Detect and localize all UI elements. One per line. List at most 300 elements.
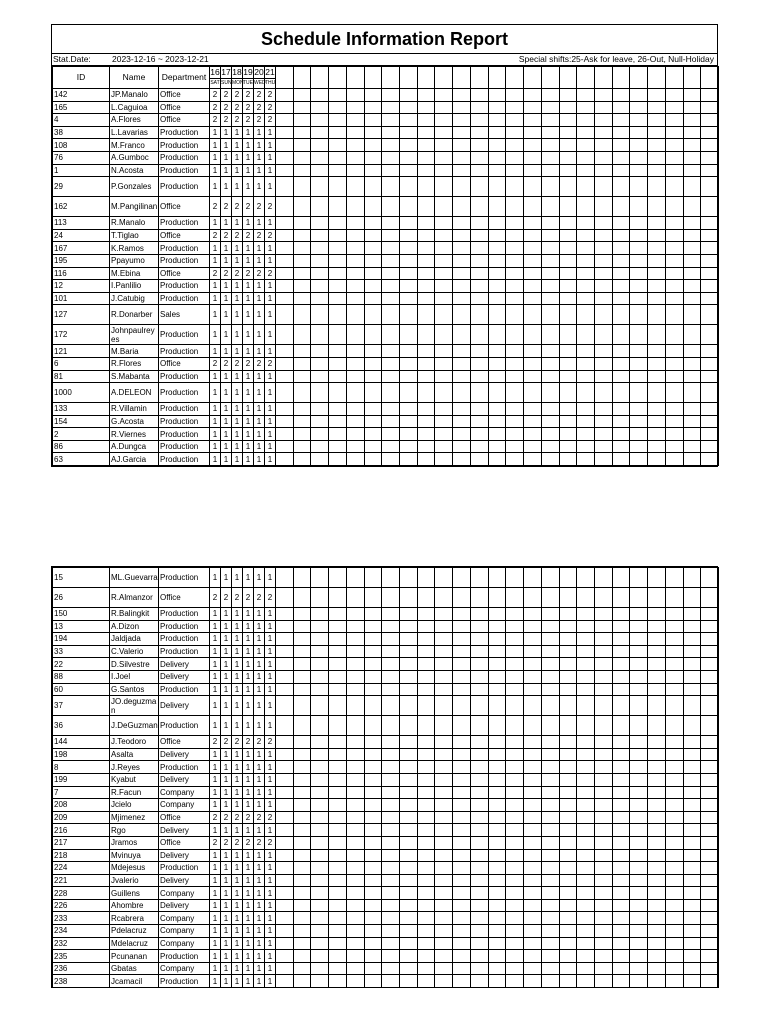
empty-cell — [559, 645, 577, 658]
shift-value: 1 — [265, 620, 276, 633]
empty-cell — [400, 862, 418, 875]
empty-cell — [577, 811, 595, 824]
shift-value: 1 — [210, 415, 221, 428]
table-row — [53, 126, 719, 139]
shift-value: 1 — [265, 937, 276, 950]
column-header-name: Name — [110, 67, 159, 89]
employee-department: Delivery — [159, 773, 210, 786]
shift-value: 1 — [232, 799, 243, 812]
empty-cell — [346, 761, 364, 774]
empty-cell — [524, 383, 542, 403]
empty-cell — [488, 453, 506, 466]
empty-cell — [453, 280, 471, 293]
empty-cell — [541, 849, 559, 862]
empty-cell — [311, 428, 329, 441]
empty-header-cell — [524, 67, 542, 89]
empty-cell — [346, 217, 364, 230]
empty-cell — [683, 588, 701, 608]
shift-value: 1 — [254, 937, 265, 950]
employee-id: 2 — [53, 428, 110, 441]
empty-cell — [488, 254, 506, 267]
empty-cell — [683, 101, 701, 114]
empty-cell — [293, 975, 311, 988]
employee-department: Office — [159, 89, 210, 102]
empty-cell — [612, 925, 630, 938]
shift-value: 1 — [210, 151, 221, 164]
shift-value: 2 — [265, 836, 276, 849]
empty-cell — [701, 305, 719, 325]
empty-cell — [488, 773, 506, 786]
empty-cell — [417, 633, 435, 646]
shift-value: 1 — [221, 786, 232, 799]
empty-cell — [683, 645, 701, 658]
empty-cell — [470, 370, 488, 383]
empty-cell — [559, 453, 577, 466]
empty-cell — [541, 862, 559, 875]
empty-cell — [665, 345, 683, 358]
shift-value: 2 — [232, 267, 243, 280]
empty-cell — [648, 862, 666, 875]
employee-id: 86 — [53, 440, 110, 453]
empty-cell — [577, 736, 595, 749]
empty-cell — [577, 925, 595, 938]
empty-cell — [594, 937, 612, 950]
empty-cell — [364, 962, 382, 975]
shift-value: 1 — [210, 849, 221, 862]
empty-cell — [665, 114, 683, 127]
empty-cell — [541, 254, 559, 267]
empty-cell — [612, 197, 630, 217]
report-page-1 — [51, 24, 718, 467]
empty-cell — [417, 620, 435, 633]
empty-cell — [524, 670, 542, 683]
employee-department: Company — [159, 887, 210, 900]
empty-cell — [559, 899, 577, 912]
shift-value: 1 — [265, 440, 276, 453]
shift-value: 2 — [221, 588, 232, 608]
empty-header-cell — [470, 67, 488, 89]
empty-cell — [417, 658, 435, 671]
empty-cell — [648, 925, 666, 938]
empty-cell — [577, 345, 595, 358]
empty-cell — [577, 164, 595, 177]
shift-value: 1 — [232, 824, 243, 837]
empty-cell — [346, 670, 364, 683]
employee-department: Production — [159, 217, 210, 230]
empty-cell — [346, 696, 364, 716]
empty-cell — [417, 217, 435, 230]
shift-value: 2 — [232, 357, 243, 370]
shift-value: 1 — [254, 925, 265, 938]
empty-cell — [400, 849, 418, 862]
empty-cell — [648, 912, 666, 925]
employee-id: 232 — [53, 937, 110, 950]
shift-value: 1 — [254, 899, 265, 912]
employee-name: R.Facun — [110, 786, 159, 799]
empty-cell — [612, 670, 630, 683]
empty-cell — [329, 836, 347, 849]
shift-value: 1 — [254, 824, 265, 837]
empty-cell — [417, 415, 435, 428]
empty-cell — [417, 786, 435, 799]
empty-cell — [329, 217, 347, 230]
empty-cell — [577, 773, 595, 786]
empty-cell — [559, 683, 577, 696]
empty-cell — [276, 811, 294, 824]
empty-cell — [311, 139, 329, 152]
employee-id: 24 — [53, 229, 110, 242]
empty-cell — [630, 383, 648, 403]
empty-header-cell — [577, 67, 595, 89]
empty-cell — [400, 370, 418, 383]
empty-cell — [470, 357, 488, 370]
shift-value: 1 — [243, 849, 254, 862]
empty-cell — [417, 267, 435, 280]
empty-cell — [630, 229, 648, 242]
empty-cell — [524, 736, 542, 749]
empty-cell — [417, 975, 435, 988]
shift-value: 1 — [243, 658, 254, 671]
shift-value: 1 — [254, 292, 265, 305]
employee-department: Production — [159, 242, 210, 255]
empty-cell — [435, 849, 453, 862]
empty-cell — [453, 849, 471, 862]
empty-cell — [311, 645, 329, 658]
empty-cell — [683, 849, 701, 862]
shift-value: 1 — [243, 292, 254, 305]
empty-cell — [648, 937, 666, 950]
empty-cell — [524, 748, 542, 761]
shift-value: 1 — [254, 887, 265, 900]
empty-cell — [417, 292, 435, 305]
empty-cell — [453, 633, 471, 646]
empty-cell — [701, 440, 719, 453]
empty-cell — [665, 440, 683, 453]
empty-cell — [559, 786, 577, 799]
empty-cell — [470, 89, 488, 102]
empty-cell — [276, 428, 294, 441]
shift-value: 1 — [254, 683, 265, 696]
shift-value: 1 — [254, 305, 265, 325]
shift-value: 1 — [232, 912, 243, 925]
empty-cell — [276, 114, 294, 127]
empty-cell — [630, 305, 648, 325]
shift-value: 1 — [232, 151, 243, 164]
empty-cell — [594, 670, 612, 683]
empty-cell — [346, 357, 364, 370]
empty-cell — [612, 786, 630, 799]
empty-cell — [577, 357, 595, 370]
employee-department: Office — [159, 197, 210, 217]
shift-value: 1 — [265, 415, 276, 428]
empty-cell — [364, 608, 382, 621]
empty-cell — [683, 608, 701, 621]
empty-cell — [594, 912, 612, 925]
shift-value: 1 — [265, 280, 276, 293]
empty-cell — [453, 428, 471, 441]
empty-cell — [665, 325, 683, 345]
shift-value: 1 — [243, 415, 254, 428]
empty-cell — [311, 151, 329, 164]
shift-value: 1 — [243, 937, 254, 950]
empty-cell — [417, 305, 435, 325]
shift-value: 1 — [254, 151, 265, 164]
empty-cell — [577, 962, 595, 975]
empty-cell — [382, 440, 400, 453]
table-row — [53, 453, 719, 466]
empty-cell — [594, 862, 612, 875]
empty-cell — [364, 670, 382, 683]
empty-cell — [346, 786, 364, 799]
empty-cell — [612, 139, 630, 152]
employee-id: 154 — [53, 415, 110, 428]
empty-cell — [648, 645, 666, 658]
shift-value: 1 — [221, 633, 232, 646]
shift-value: 1 — [254, 874, 265, 887]
empty-cell — [311, 748, 329, 761]
empty-cell — [453, 242, 471, 255]
empty-cell — [524, 799, 542, 812]
table-row — [53, 357, 719, 370]
empty-cell — [453, 325, 471, 345]
shift-value: 1 — [254, 799, 265, 812]
empty-cell — [559, 716, 577, 736]
empty-cell — [506, 267, 524, 280]
shift-value: 1 — [254, 568, 265, 588]
shift-value: 1 — [232, 164, 243, 177]
empty-cell — [524, 645, 542, 658]
empty-cell — [524, 370, 542, 383]
empty-cell — [329, 370, 347, 383]
shift-value: 1 — [210, 325, 221, 345]
empty-cell — [276, 633, 294, 646]
empty-cell — [400, 950, 418, 963]
empty-cell — [683, 950, 701, 963]
empty-cell — [293, 824, 311, 837]
empty-cell — [577, 254, 595, 267]
empty-cell — [400, 962, 418, 975]
empty-cell — [329, 633, 347, 646]
empty-cell — [435, 836, 453, 849]
empty-cell — [311, 440, 329, 453]
empty-cell — [577, 874, 595, 887]
employee-id: 63 — [53, 453, 110, 466]
shift-value: 1 — [265, 824, 276, 837]
empty-cell — [293, 415, 311, 428]
empty-cell — [648, 568, 666, 588]
empty-cell — [594, 305, 612, 325]
employee-id: 217 — [53, 836, 110, 849]
empty-cell — [701, 292, 719, 305]
empty-cell — [276, 383, 294, 403]
empty-cell — [630, 925, 648, 938]
shift-value: 1 — [232, 620, 243, 633]
empty-cell — [612, 748, 630, 761]
shift-value: 1 — [221, 773, 232, 786]
empty-cell — [559, 862, 577, 875]
shift-value: 2 — [243, 836, 254, 849]
empty-cell — [453, 670, 471, 683]
empty-cell — [559, 962, 577, 975]
empty-cell — [293, 280, 311, 293]
empty-cell — [541, 370, 559, 383]
empty-cell — [577, 950, 595, 963]
empty-cell — [648, 440, 666, 453]
empty-cell — [311, 799, 329, 812]
empty-cell — [488, 177, 506, 197]
employee-department: Delivery — [159, 658, 210, 671]
empty-cell — [630, 696, 648, 716]
empty-cell — [276, 305, 294, 325]
empty-cell — [364, 645, 382, 658]
empty-cell — [524, 242, 542, 255]
empty-cell — [541, 620, 559, 633]
empty-cell — [276, 912, 294, 925]
empty-cell — [276, 683, 294, 696]
empty-cell — [364, 937, 382, 950]
empty-cell — [612, 950, 630, 963]
empty-cell — [453, 950, 471, 963]
empty-cell — [612, 836, 630, 849]
empty-cell — [329, 773, 347, 786]
empty-cell — [683, 254, 701, 267]
employee-name: Ppayumo — [110, 254, 159, 267]
shift-value: 1 — [265, 748, 276, 761]
empty-cell — [683, 811, 701, 824]
empty-cell — [311, 415, 329, 428]
empty-cell — [293, 761, 311, 774]
empty-cell — [701, 325, 719, 345]
empty-cell — [311, 357, 329, 370]
empty-cell — [311, 177, 329, 197]
empty-cell — [488, 164, 506, 177]
shift-value: 1 — [265, 683, 276, 696]
empty-cell — [577, 217, 595, 230]
shift-value: 1 — [210, 887, 221, 900]
empty-cell — [364, 114, 382, 127]
empty-cell — [683, 716, 701, 736]
employee-name: M.Franco — [110, 139, 159, 152]
employee-department: Delivery — [159, 849, 210, 862]
empty-cell — [612, 114, 630, 127]
empty-cell — [382, 761, 400, 774]
empty-cell — [665, 177, 683, 197]
empty-cell — [541, 736, 559, 749]
empty-cell — [417, 836, 435, 849]
employee-name: A.DELEON — [110, 383, 159, 403]
empty-cell — [701, 937, 719, 950]
shift-value: 1 — [254, 633, 265, 646]
empty-cell — [329, 254, 347, 267]
empty-header-cell — [701, 67, 719, 89]
empty-cell — [559, 950, 577, 963]
empty-cell — [665, 799, 683, 812]
empty-cell — [382, 403, 400, 416]
empty-cell — [276, 761, 294, 774]
empty-cell — [470, 899, 488, 912]
empty-cell — [506, 89, 524, 102]
shift-value: 1 — [221, 292, 232, 305]
empty-cell — [400, 736, 418, 749]
empty-cell — [400, 126, 418, 139]
empty-cell — [612, 849, 630, 862]
empty-cell — [541, 280, 559, 293]
empty-cell — [559, 975, 577, 988]
empty-cell — [276, 588, 294, 608]
empty-cell — [364, 453, 382, 466]
empty-cell — [612, 862, 630, 875]
empty-cell — [488, 824, 506, 837]
empty-cell — [417, 962, 435, 975]
shift-value: 1 — [243, 716, 254, 736]
shift-value: 1 — [221, 799, 232, 812]
shift-value: 1 — [232, 305, 243, 325]
empty-cell — [453, 345, 471, 358]
empty-cell — [364, 633, 382, 646]
empty-cell — [524, 345, 542, 358]
empty-cell — [665, 254, 683, 267]
shift-value: 1 — [265, 799, 276, 812]
empty-cell — [701, 608, 719, 621]
shift-value: 2 — [243, 736, 254, 749]
empty-cell — [630, 786, 648, 799]
empty-cell — [382, 242, 400, 255]
empty-cell — [453, 862, 471, 875]
empty-cell — [293, 428, 311, 441]
shift-value: 1 — [243, 950, 254, 963]
shift-value: 1 — [221, 568, 232, 588]
empty-cell — [577, 887, 595, 900]
empty-cell — [311, 874, 329, 887]
shift-value: 1 — [243, 696, 254, 716]
empty-cell — [382, 415, 400, 428]
empty-cell — [329, 645, 347, 658]
empty-cell — [364, 197, 382, 217]
shift-value: 2 — [210, 267, 221, 280]
employee-name: G.Acosta — [110, 415, 159, 428]
employee-name: Mjimenez — [110, 811, 159, 824]
empty-cell — [594, 588, 612, 608]
shift-value: 1 — [243, 151, 254, 164]
employee-id: 233 — [53, 912, 110, 925]
shift-value: 2 — [221, 89, 232, 102]
empty-cell — [594, 383, 612, 403]
empty-cell — [364, 267, 382, 280]
empty-cell — [541, 588, 559, 608]
empty-cell — [648, 786, 666, 799]
empty-cell — [311, 716, 329, 736]
shift-value: 1 — [221, 937, 232, 950]
empty-cell — [577, 177, 595, 197]
empty-cell — [701, 345, 719, 358]
empty-cell — [311, 126, 329, 139]
empty-cell — [524, 836, 542, 849]
empty-cell — [506, 403, 524, 416]
empty-cell — [665, 197, 683, 217]
empty-cell — [470, 197, 488, 217]
empty-cell — [701, 453, 719, 466]
empty-cell — [541, 799, 559, 812]
empty-cell — [577, 114, 595, 127]
empty-cell — [559, 101, 577, 114]
shift-value: 1 — [232, 696, 243, 716]
empty-cell — [453, 811, 471, 824]
empty-cell — [648, 950, 666, 963]
shift-value: 2 — [221, 836, 232, 849]
empty-cell — [276, 786, 294, 799]
shift-value: 1 — [210, 608, 221, 621]
empty-cell — [630, 761, 648, 774]
